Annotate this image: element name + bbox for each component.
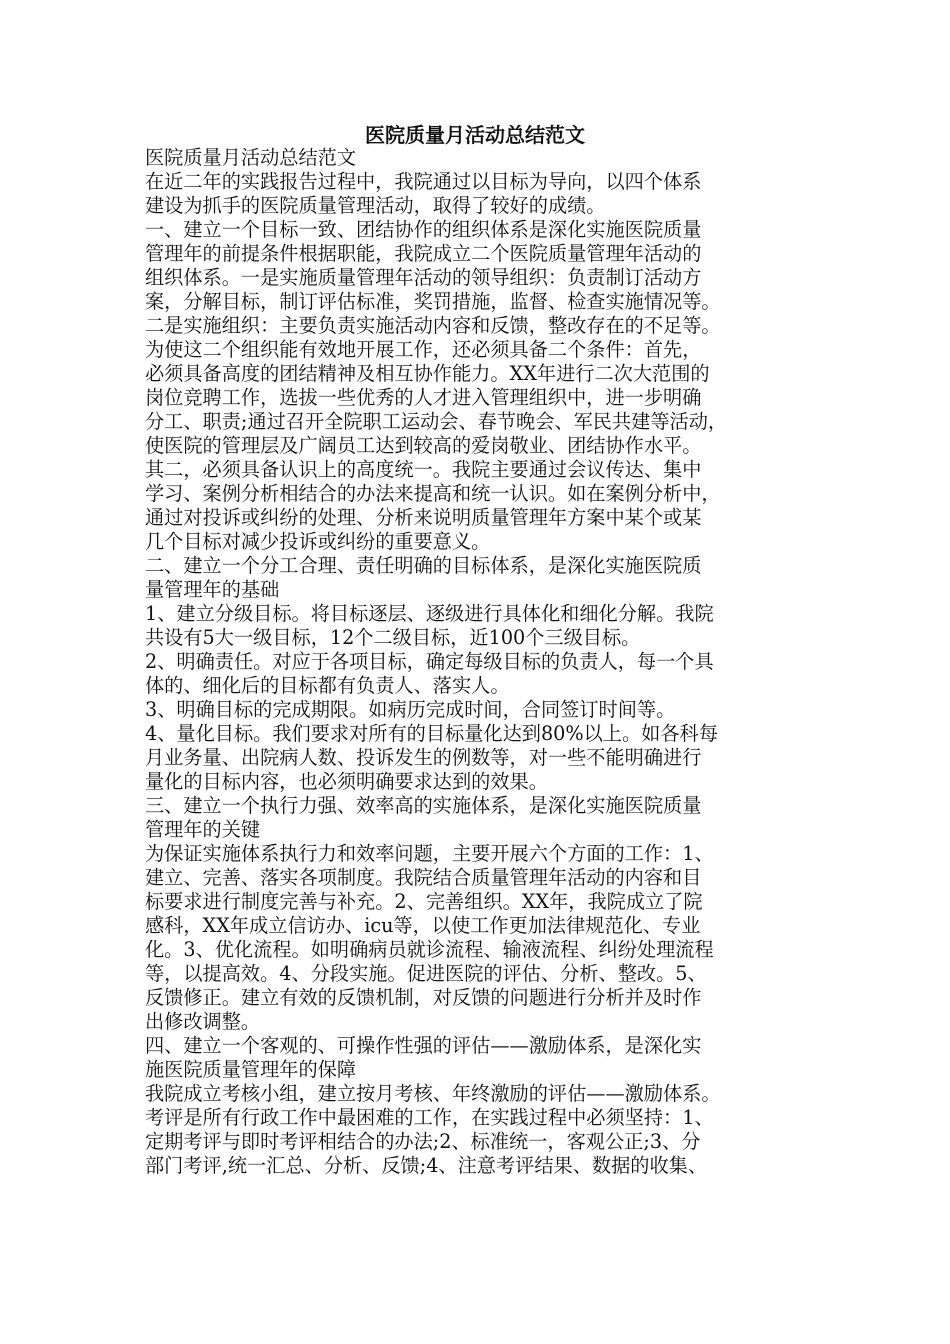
paragraph-line: 一、建立一个目标一致、团结协作的组织体系是深化实施医院质量: [145, 218, 702, 241]
paragraph-line: 部门考评,统一汇总、分析、反馈;4、注意考评结果、数据的收集、: [145, 1154, 708, 1177]
paragraph-line: 分工、职责;通过召开全院职工运动会、春节晚会、军民共建等活动，: [145, 410, 728, 433]
paragraph-line: 二是实施组织：主要负责实施活动内容和反馈，整改存在的不足等。: [145, 314, 721, 337]
paragraph-line: 岗位竞聘工作，选拔一些优秀的人才进入管理组织中，进一步明确: [145, 386, 702, 409]
paragraph-line: 标要求进行制度完善与补充。2、完善组织。XX年，我院成立了院: [145, 890, 703, 913]
paragraph-line: 3、明确目标的完成期限。如病历完成时间，合同签订时间等。: [145, 698, 676, 721]
paragraph-line: 案，分解目标，制订评估标准，奖罚措施，监督、检查实施情况等。: [145, 290, 721, 313]
paragraph-line: 医院质量月活动总结范文: [145, 146, 357, 169]
paragraph-line: 建立、完善、落实各项制度。我院结合质量管理年活动的内容和目: [145, 866, 702, 889]
paragraph-line: 为使这二个组织能有效地开展工作，还必须具备二个条件：首先，: [145, 338, 702, 361]
paragraph-line: 通过对投诉或纠纷的处理、分析来说明质量管理年方案中某个或某: [145, 506, 702, 529]
paragraph-line: 1、建立分级目标。将目标逐层、逐级进行具体化和细化分解。我院: [145, 602, 714, 625]
paragraph-line: 二、建立一个分工合理、责任明确的目标体系，是深化实施医院质: [145, 554, 702, 577]
paragraph-line: 使医院的管理层及广阔员工达到较高的爱岗敬业、团结协作水平。: [145, 434, 702, 457]
paragraph-line: 定期考评与即时考评相结合的办法;2、标准统一，客观公正;3、分: [145, 1130, 701, 1153]
paragraph-line: 其二，必须具备认识上的高度统一。我院主要通过会议传达、集中: [145, 458, 702, 481]
paragraph-line: 量化的目标内容，也必须明确要求达到的效果。: [145, 770, 548, 793]
paragraph-line: 管理年的关键: [145, 818, 261, 841]
paragraph-line: 几个目标对减少投诉或纠纷的重要意义。: [145, 530, 491, 553]
paragraph-line: 量管理年的基础: [145, 578, 280, 601]
paragraph-line: 学习、案例分析相结合的办法来提高和统一认识。如在案例分析中，: [145, 482, 721, 505]
paragraph-line: 为保证实施体系执行力和效率问题，主要开展六个方面的工作：1、: [145, 842, 714, 865]
paragraph-line: 4、量化目标。我们要求对所有的目标量化达到80%以上。如各科每: [145, 722, 718, 745]
paragraph-line: 月业务量、出院病人数、投诉发生的例数等，对一些不能明确进行: [145, 746, 702, 769]
paragraph-line: 出修改调整。: [145, 1010, 261, 1033]
paragraph-line: 在近二年的实践报告过程中，我院通过以目标为导向，以四个体系: [145, 170, 702, 193]
paragraph-line: 我院成立考核小组，建立按月考核、年终激励的评估——激励体系。: [145, 1082, 721, 1105]
paragraph-line: 等，以提高效。4、分段实施。促进医院的评估、分析、整改。5、: [145, 962, 707, 985]
paragraph-line: 建设为抓手的医院质量管理活动，取得了较好的成绩。: [145, 194, 606, 217]
paragraph-line: 施医院质量管理年的保障: [145, 1058, 357, 1081]
paragraph-line: 感科，XX年成立信访办、icu等，以使工作更加法律规范化、专业: [145, 914, 701, 937]
document-title: 医院质量月活动总结范文: [365, 123, 585, 147]
paragraph-line: 三、建立一个执行力强、效率高的实施体系，是深化实施医院质量: [145, 794, 702, 817]
paragraph-line: 四、建立一个客观的、可操作性强的评估——激励体系，是深化实: [145, 1034, 702, 1057]
paragraph-line: 体的、细化后的目标都有负责人、落实人。: [145, 674, 510, 697]
paragraph-line: 2、明确责任。对应于各项目标，确定每级目标的负责人，每一个具: [145, 650, 714, 673]
paragraph-line: 管理年的前提条件根据职能，我院成立二个医院质量管理年活动的: [145, 242, 702, 265]
paragraph-line: 反馈修正。建立有效的反馈机制，对反馈的问题进行分析并及时作: [145, 986, 702, 1009]
paragraph-line: 组织体系。一是实施质量管理年活动的领导组织：负责制订活动方: [145, 266, 702, 289]
paragraph-line: 化。3、优化流程。如明确病员就诊流程、输液流程、纠纷处理流程: [145, 938, 714, 961]
paragraph-line: 必须具备高度的团结精神及相互协作能力。XX年进行二次大范围的: [145, 362, 710, 385]
paragraph-line: 考评是所有行政工作中最困难的工作，在实践过程中必须坚持：1、: [145, 1106, 714, 1129]
document-body: [145, 146, 815, 1178]
paragraph-line: 共设有5大一级目标，12个二级目标，近100个三级目标。: [145, 626, 641, 649]
